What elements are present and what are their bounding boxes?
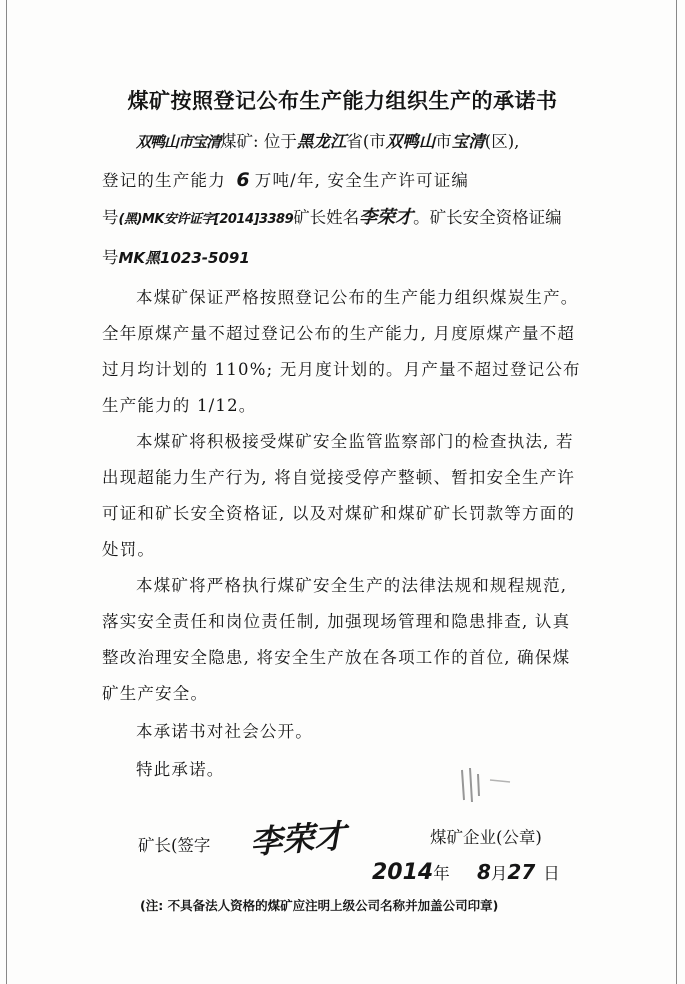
cert-prefix: 号	[102, 248, 119, 267]
date-line	[372, 860, 592, 886]
province-handwriting: 黑龙江	[296, 132, 347, 151]
paragraph-closing: 特此承诺。	[136, 760, 225, 779]
left-margin-line	[6, 0, 7, 984]
capacity-handwriting: 6	[236, 169, 251, 191]
county-suffix: (区),	[484, 132, 520, 151]
intro-line-4	[102, 246, 602, 270]
capacity-prefix: 登记的生产能力	[102, 171, 226, 190]
date-month-handwriting: 8	[476, 860, 491, 884]
stamp-smudge-mark	[450, 760, 520, 820]
cert-handwriting: MK黑1023-5091	[118, 249, 250, 267]
county-handwriting: 宝清	[451, 132, 485, 151]
mine-head-signature: 李荣才	[248, 816, 348, 862]
intro-line-2	[102, 168, 602, 193]
intro-line-1	[136, 130, 606, 154]
document-title: 煤矿按照登记公布生产能力组织生产的承诺书	[127, 89, 558, 113]
city-prefix: 市	[369, 132, 386, 151]
right-margin-line	[676, 0, 677, 984]
date-year-handwriting: 2014	[372, 860, 434, 885]
license-prefix: 号	[102, 208, 119, 227]
city-suffix: 市	[435, 132, 452, 151]
license-handwriting: (黑)MK安许证字[2014]3389	[118, 212, 294, 227]
intro-line-3	[102, 206, 602, 232]
date-year-label: 年	[433, 864, 450, 883]
paragraph-capacity: 本煤矿保证严格按照登记公布的生产能力组织煤炭生产。全年原煤产量不超过登记公布的生产能力, 月度原煤产量不超过月均计划的 110%; 无月度计划的。月产量不超过登记公布生产能力的 1/12。	[102, 288, 581, 415]
date-day-label: 日	[543, 864, 560, 883]
mine-head-signature-label: 矿长(签字	[138, 836, 211, 855]
capacity-suffix: 万吨/年, 安全生产许可证编	[254, 171, 470, 190]
paragraph-safety: 本煤矿将严格执行煤矿安全生产的法律法规和规程规范, 落实安全责任和岗位责任制, 加强现场管理和隐患排查, 认真整改治理安全隐患, 将安全生产放在各项工作的首位, 确保煤矿生产安全。	[102, 576, 571, 703]
mine-head-name-handwriting: 李荣才	[359, 207, 414, 228]
paragraph-public: 本承诺书对社会公开。	[136, 722, 313, 741]
enterprise-seal-label: 煤矿企业(公章)	[430, 828, 542, 847]
located-label: : 位于	[253, 132, 297, 151]
date-day-handwriting: 27	[507, 860, 536, 884]
cert-label: 。矿长安全资格证编	[413, 208, 562, 227]
footnote: (注: 不具备法人资格的煤矿应注明上级公司名称并加盖公司印章)	[140, 898, 499, 913]
paragraph-inspection: 本煤矿将积极接受煤矿安全监管监察部门的检查执法, 若出现超能力生产行为, 将自觉接受停产整顿、暂扣安全生产许可证和矿长安全资格证, 以及对煤矿和煤矿矿长罚款等方面的处罚。	[102, 432, 576, 559]
date-month-label: 月	[490, 864, 508, 883]
mine-head-label: 矿长姓名	[293, 208, 360, 227]
mine-name-handwriting: 双鸭山市宝清	[136, 133, 221, 151]
province-suffix: 省(	[346, 132, 370, 151]
city-handwriting: 双鸭山	[385, 132, 436, 151]
mine-suffix: 煤矿	[220, 132, 254, 151]
